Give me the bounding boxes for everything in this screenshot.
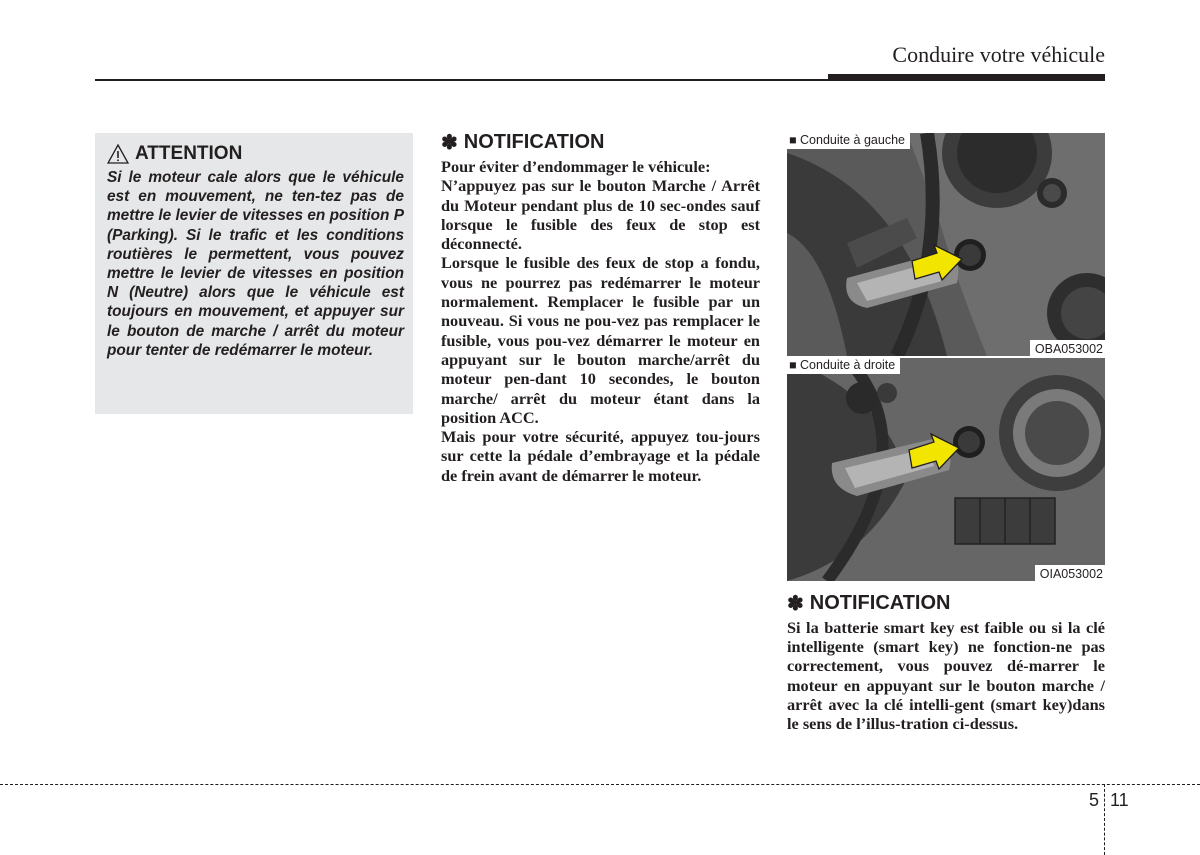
- attention-box: [95, 133, 413, 414]
- notification-paragraph: Lorsque le fusible des feux de stop a fondu, vous ne pourrez pas redémarrer le moteur normalement. Remplacer le fusible par un nouveau. Si vous ne pou-vez pas remplacer le fusible, vous pou-vez démarrer le moteur en appuyant sur le bouton marche/arrêt du moteur pen-dant 10 secondes, le bouton marche/ arrêt du moteur étant dans la position ACC.: [441, 253, 760, 427]
- asterisk-icon: ✽: [787, 593, 804, 615]
- illustration-column: [787, 133, 1105, 733]
- page-number: 11: [1110, 790, 1129, 810]
- notification-paragraph: N’appuyez pas sur le bouton Marche / Arrêt du Moteur pendant plus de 10 sec-ondes sauf lorsque le fusible des feux de stop est déconnecté.: [441, 176, 760, 254]
- notification-title-2: NOTIFICATION: [809, 592, 951, 614]
- notification-section-1: [441, 130, 760, 485]
- warning-triangle-icon: [107, 144, 129, 164]
- figure-label: ■ Conduite à gauche: [787, 133, 910, 149]
- attention-text: Si le moteur cale alors que le véhicule est en mouvement, ne ten-tez pas de mettre le levier de vitesses en position P (Parking). Si le trafic et les conditions routières le permettent, vous pouvez mettre le levier de vitesses en position N (Neutre) alors que le véhicule est toujours en mouvement, et appuyer sur le bouton de marche / arrêt du moteur pour tenter de redémarrer le moteur.: [107, 169, 404, 359]
- figure-right-hand-drive: [787, 358, 1105, 581]
- notification-paragraph: Pour éviter d’endommager le véhicule:: [441, 157, 711, 176]
- figure-code: OBA053002: [1030, 340, 1105, 356]
- left-hand-drive-illustration: [787, 133, 1105, 356]
- attention-title: ATTENTION: [135, 143, 243, 164]
- notification-text-2: Si la batterie smart key est faible ou si la clé intelligente (smart key) ne fonction-ne pas correctement, vous pouvez dé-marrer le moteur en appuyant sur le bouton marche / arrêt avec la clé intelli-gent (smart key)dans le sens de l’illus-tration ci-dessus.: [787, 618, 1105, 734]
- notification-heading-2: [787, 591, 1105, 616]
- chapter-number: 5: [1089, 790, 1100, 810]
- attention-heading: [107, 143, 404, 165]
- header-rule-accent: [828, 74, 1105, 81]
- notification-paragraph: Mais pour votre sécurité, appuyez tou-jours sur cette la pédale d’embrayage et la pédale de frein avant de démarrer le moteur.: [441, 427, 760, 485]
- page-number-separator: [1104, 784, 1105, 855]
- right-hand-drive-illustration: [787, 358, 1105, 581]
- footer-rule: [0, 784, 1200, 785]
- figure-code: OIA053002: [1035, 565, 1105, 581]
- notification-heading-1: [441, 130, 760, 155]
- figure-label: ■ Conduite à droite: [787, 358, 900, 374]
- asterisk-icon: ✽: [441, 132, 458, 154]
- notification-title-1: NOTIFICATION: [463, 131, 605, 153]
- header-rule: [95, 79, 830, 81]
- running-header: Conduire votre véhicule: [892, 42, 1105, 67]
- figure-left-hand-drive: [787, 133, 1105, 356]
